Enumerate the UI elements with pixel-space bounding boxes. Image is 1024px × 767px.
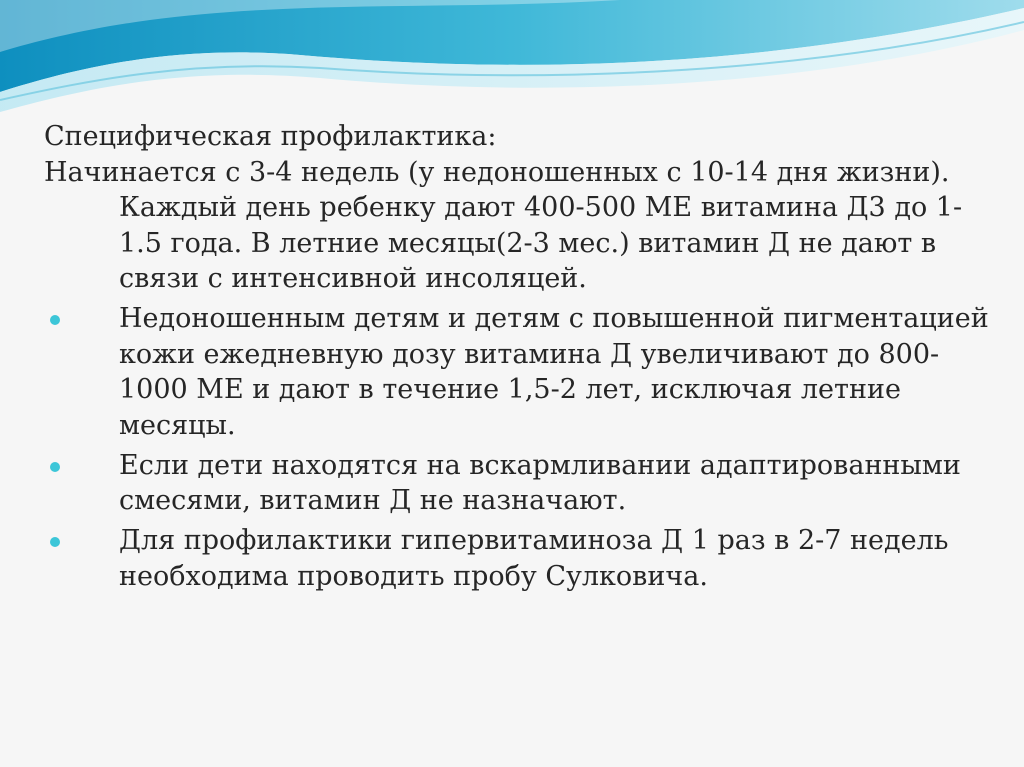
bullet-text: Недоношенным детям и детям с повышенной пигментацией кожи ежедневную дозу витамина Д увеличивают до 800-1000 МЕ и дают в течение 1,5-2 лет, исключая летние месяцы. [119, 303, 989, 441]
bullet-dot-icon [50, 315, 60, 325]
bullet-dot-icon [50, 462, 60, 472]
intro-paragraph: Начинается с 3-4 недель (у недоношенных с 10-14 дня жизни). Каждый день ребенку дают 400-500 МЕ витамина Д3 до 1- 1.5 года. В летние месяцы(2-3 мес.) витамин Д не дают в связи с интенсивной инсоляцей. [44, 156, 963, 294]
bullet-text: Для профилактики гипервитаминоза Д 1 раз в 2-7 недель необходима проводить пробу Сулковича. [119, 525, 949, 592]
bullet-text: Если дети находятся на вскармливании адаптированными смесями, витамин Д не назначают. [119, 449, 961, 516]
bullet-list [44, 301, 994, 594]
slide-heading: Специфическая профилактика: [44, 121, 497, 152]
bullet-dot-icon [50, 537, 60, 547]
bullet-item [44, 523, 994, 594]
decorative-wave-header [0, 0, 1024, 120]
slide-body [44, 119, 994, 594]
bullet-item [44, 301, 994, 443]
bullet-item [44, 448, 994, 519]
